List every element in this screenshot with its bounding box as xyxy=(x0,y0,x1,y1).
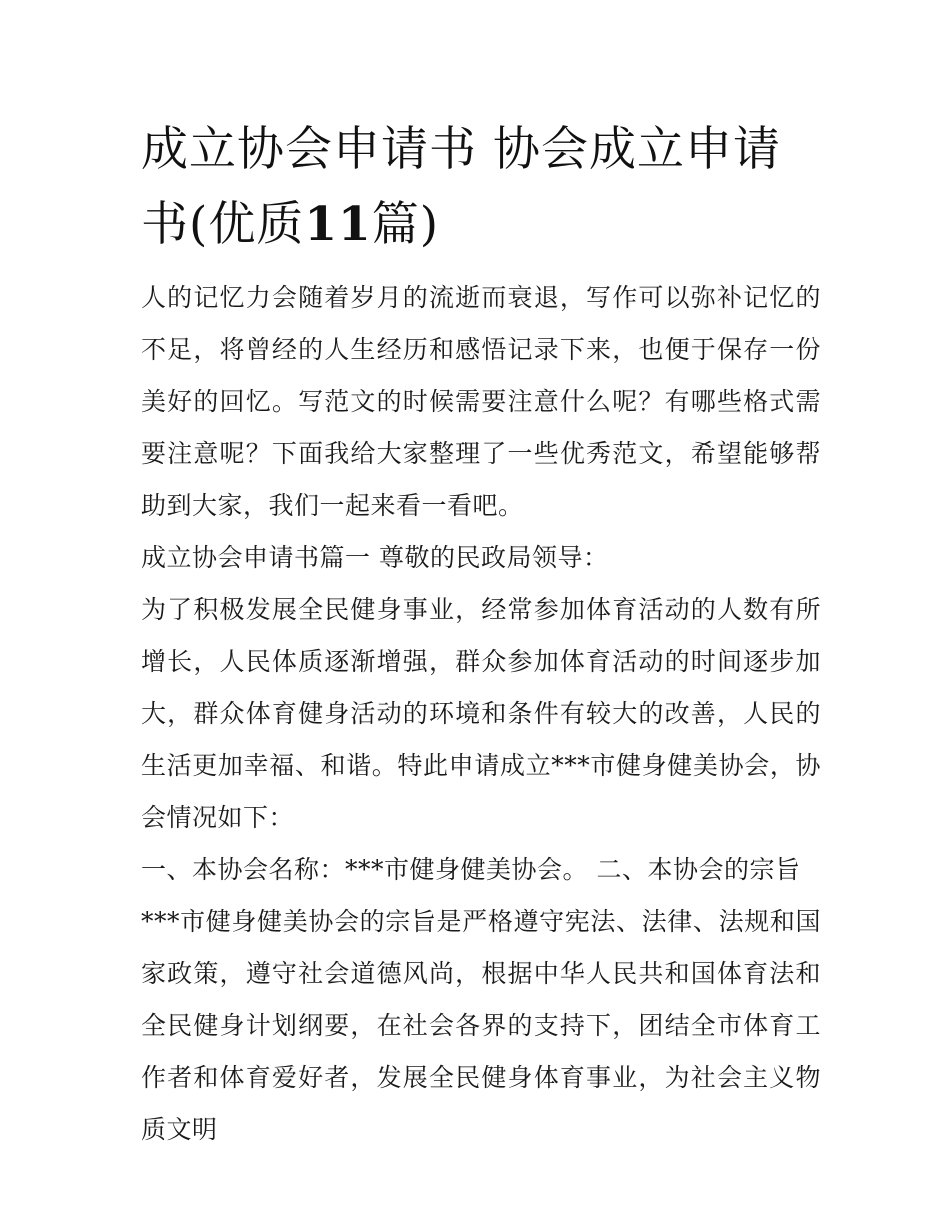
document-title xyxy=(141,112,821,262)
association-name-paragraph: 一、本协会名称：***市健身健美协会。 二、本协会的宗旨 xyxy=(141,855,801,884)
intro-paragraph: 人的记忆力会随着岁月的流逝而衰退，写作可以弥补记忆的不足，将曾经的人生经历和感悟记录下来，也便于保存一份美好的回忆。写范文的时候需要注意什么呢？有哪些格式需要注意呢？下面我给大家整理了一些优秀范文，希望能够帮助到大家，我们一起来看一看吧。 xyxy=(141,283,821,520)
title-suffix: 篇) xyxy=(371,197,440,252)
document-page xyxy=(141,112,821,1156)
title-number: 11 xyxy=(304,197,372,252)
section-heading-paragraph: 成立协会申请书篇一 尊敬的民政局领导： xyxy=(141,543,609,572)
association-aim-paragraph: ***市健身健美协会的宗旨是严格遵守宪法、法律、法规和国家政策，遵守社会道德风尚，根据中华人民共和国体育法和全民健身计划纲要，在社会各界的支持下，团结全市体育工作者和体育爱好者，发展全民健身体育事业，为社会主义物质文明 xyxy=(141,907,821,1144)
purpose-paragraph: 为了积极发展全民健身事业，经常参加体育活动的人数有所增长，人民体质逐渐增强，群众参加体育活动的时间逐步加大，群众体育健身活动的环境和条件有较大的改善，人民的生活更加幸福、和谐。特此申请成立***市健身健美协会，协会情况如下： xyxy=(141,595,821,832)
document-body xyxy=(141,272,821,1156)
title-text: 成立协会申请书 协会成立申请书(优质 xyxy=(141,122,781,252)
